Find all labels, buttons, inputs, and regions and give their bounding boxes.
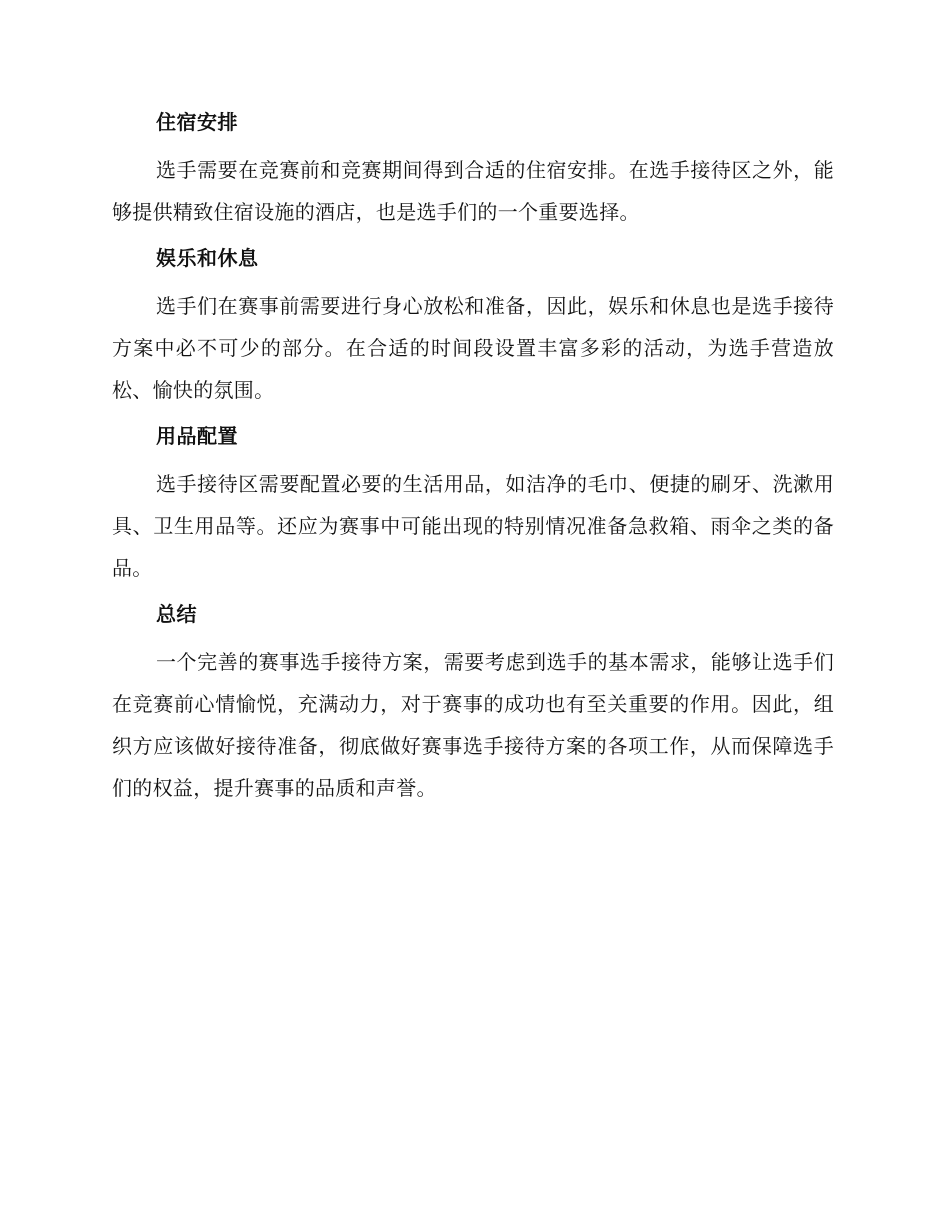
section-summary xyxy=(112,600,834,809)
section-paragraph: 一个完善的赛事选手接待方案，需要考虑到选手的基本需求，能够让选手们在竞赛前心情愉悦，充满动力，对于赛事的成功也有至关重要的作用。因此，组织方应该做好接待准备，彻底做好赛事选手接待方案的各项工作，从而保障选手们的权益，提升赛事的品质和声誉。 xyxy=(112,650,834,800)
section-heading: 用品配置 xyxy=(156,424,238,448)
section-heading: 总结 xyxy=(156,602,197,626)
section-supplies xyxy=(112,422,834,589)
section-paragraph: 选手接待区需要配置必要的生活用品，如洁净的毛巾、便捷的刷牙、洗漱用具、卫生用品等。还应为赛事中可能出现的特别情况准备急救箱、雨伞之类的备品。 xyxy=(112,472,834,580)
section-paragraph: 选手们在赛事前需要进行身心放松和准备，因此，娱乐和休息也是选手接待方案中必不可少的部分。在合适的时间段设置丰富多彩的活动，为选手营造放松、愉快的氛围。 xyxy=(112,294,834,402)
document-page xyxy=(112,108,834,820)
section-paragraph: 选手需要在竞赛前和竞赛期间得到合适的住宿安排。在选手接待区之外，能够提供精致住宿设施的酒店，也是选手们的一个重要选择。 xyxy=(112,158,834,224)
section-heading: 娱乐和休息 xyxy=(156,246,259,270)
section-entertainment xyxy=(112,244,834,411)
section-accommodation xyxy=(112,108,834,233)
section-heading: 住宿安排 xyxy=(156,110,238,134)
